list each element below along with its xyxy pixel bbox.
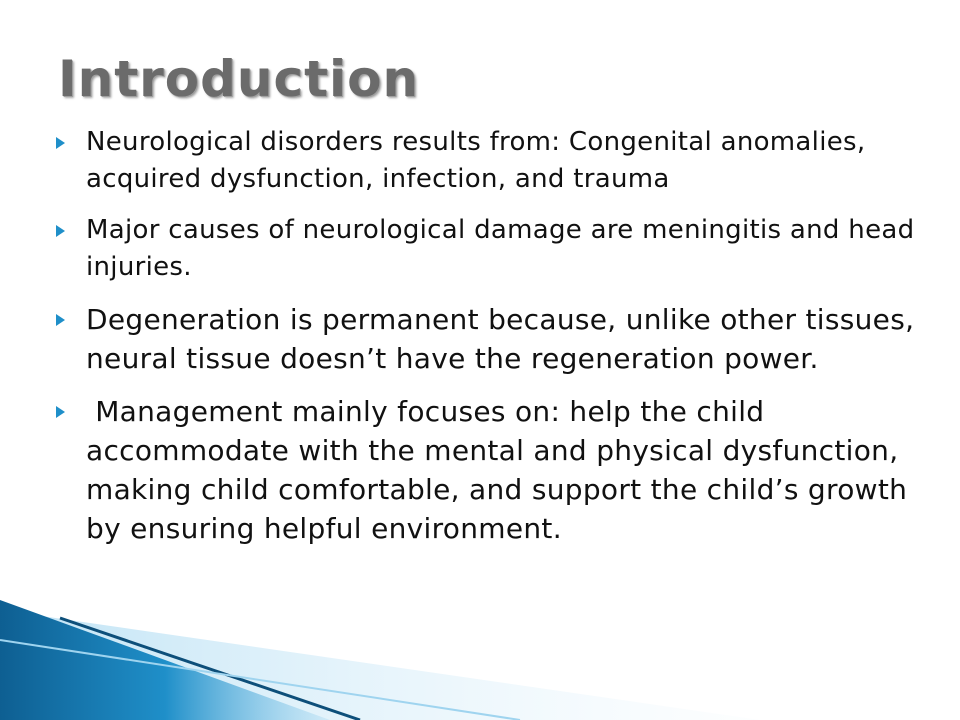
bullet-text: Major causes of neurological damage are meningitis and head injuries. [86,215,915,282]
arrow-right-icon [56,406,65,418]
decorative-wave-line [60,618,360,720]
decorative-wave-graphic [0,600,960,720]
arrow-right-icon [56,225,65,237]
decorative-wave-front [0,600,330,720]
bullet-text: Degeneration is permanent because, unlike other tissues, neural tissue doesn’t have the regeneration power. [86,303,915,375]
bullet-list [48,124,928,562]
arrow-right-icon [56,137,65,149]
list-item [48,300,928,378]
list-item [48,124,928,198]
arrow-right-icon [56,314,65,326]
decorative-wave-back [0,610,760,720]
decorative-wave-line-light [0,640,520,720]
list-item [48,212,928,286]
slide-title: Introduction [58,50,420,108]
bullet-text: Management mainly focuses on: help the child accommodate with the mental and physical dysfunction, making child comfortable, and support the child’s growth by ensuring helpful environment. [86,395,917,545]
bullet-text: Neurological disorders results from: Congenital anomalies, acquired dysfunction, infection, and trauma [86,127,866,194]
list-item [48,392,928,548]
